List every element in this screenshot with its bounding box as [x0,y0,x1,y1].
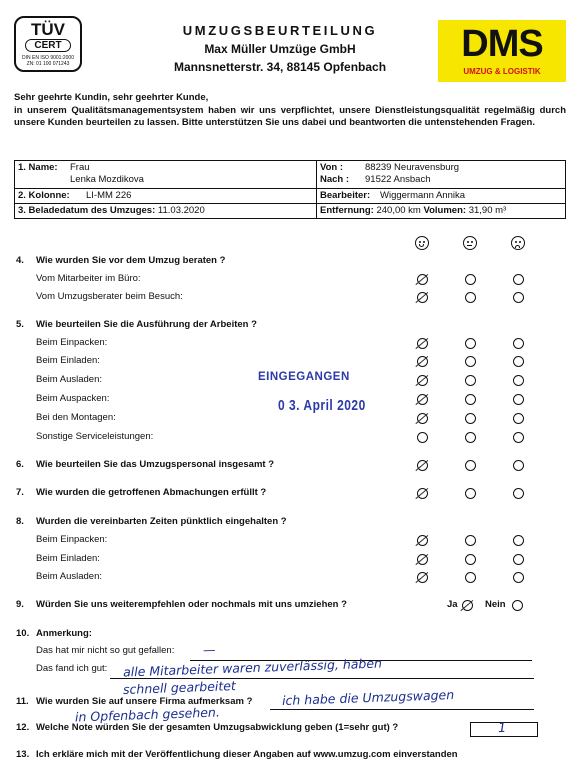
q4-visit: Vom Umzugsberater beim Besuch: [36,291,183,302]
q9-ja-radio[interactable] [462,600,473,611]
q5-service-neutral-radio[interactable] [465,432,476,443]
intro-body: in unserem Qualitätsmanagementsystem haben wir uns verpflichtet, unsere Dienstleistungsqualität regelmäßig durch unsere Kunden beurteilen zu lassen. Bitte unterstützen Sie uns dabei und beantworten die untenstehenden Fragen. [14,104,566,128]
q5-einladen-bad-radio[interactable] [513,356,524,367]
q5-montagen: Bei den Montagen: [36,412,116,423]
question-11: 11. Wie wurden Sie auf unsere Firma aufmerksam ? [16,696,253,707]
q9-ja-label: Ja [447,599,458,610]
q4-visit-good-radio[interactable] [417,292,428,303]
handwritten-bad: — [202,641,216,658]
q8-einladen: Beim Einladen: [36,553,100,564]
question-6: 6. Wie beurteilen Sie das Umzugspersonal insgesamt ? [16,459,275,470]
company-address: Mannsnetterstr. 34, 88145 Opfenbach [173,60,387,74]
received-stamp-title: EINGEGANGEN [258,371,350,383]
route-cell [317,161,566,189]
question-10: 10. Anmerkung: [16,628,92,639]
q10-bad-label: Das hat mir nicht so gut gefallen: [36,645,175,656]
q8-ausladen-good-radio[interactable] [417,572,428,583]
neutral-face-icon [463,236,477,250]
cert-text: CERT [25,39,71,52]
q5-auspacken: Beim Auspacken: [36,393,110,404]
question-4: 4. Wie wurden Sie vor dem Umzug beraten ? [16,255,226,266]
question-13: 13. Ich erkläre mich mit der Veröffentlichung dieser Angaben auf www.umzug.com einverstanden [16,749,458,760]
q4-office-bad-radio[interactable] [513,274,524,285]
handwritten-source-1: ich habe die Umzugswagen [281,687,455,709]
salutation: Sehr geehrte Kundin, sehr geehrter Kunde, [14,92,209,103]
date-label: 3. Beladedatum des Umzuges: [18,205,156,216]
von-label: Von : [320,162,344,173]
q4-office-neutral-radio[interactable] [465,274,476,285]
q8-einladen-good-radio[interactable] [417,554,428,565]
q5-service: Sonstige Serviceleistungen: [36,431,154,442]
q5-einladen-good-radio[interactable] [417,356,428,367]
question-8: 8. Wurden die vereinbarten Zeiten pünktlich eingehalten ? [16,516,287,527]
q5-auspacken-good-radio[interactable] [417,394,428,405]
document-header [130,22,430,76]
q8-einpacken-good-radio[interactable] [417,535,428,546]
q7-good-radio[interactable] [417,488,428,499]
q4-visit-bad-radio[interactable] [513,292,524,303]
distance-value: 240,00 km [376,205,421,216]
question-7: 7. Wie wurden die getroffenen Abmachungen erfüllt ? [16,487,267,498]
q8-einpacken-bad-radio[interactable] [513,535,524,546]
q9-nein-radio[interactable] [512,600,523,611]
q5-service-bad-radio[interactable] [513,432,524,443]
question-5: 5. Wie beurteilen Sie die Ausführung der Arbeiten ? [16,319,257,330]
q5-service-good-radio[interactable] [417,432,428,443]
bearbeiter-cell [317,189,566,204]
q8-ausladen: Beim Ausladen: [36,571,103,582]
q8-einladen-bad-radio[interactable] [513,554,524,565]
customer-name: Lenka Mozdikova [70,174,144,185]
document-title: UMZUGSBEURTEILUNG [182,23,378,38]
tuv-text: TÜV [31,20,65,39]
q7-neutral-radio[interactable] [465,488,476,499]
q5-montagen-bad-radio[interactable] [513,413,524,424]
volume-value: 31,90 m³ [468,205,507,216]
q5-einpacken-bad-radio[interactable] [513,338,524,349]
date-cell [15,204,317,219]
q5-ausladen-bad-radio[interactable] [513,375,524,386]
q8-einpacken: Beim Einpacken: [36,534,108,545]
tuv-cert-logo [14,16,82,72]
q5-montagen-neutral-radio[interactable] [465,413,476,424]
q5-auspacken-bad-radio[interactable] [513,394,524,405]
q9-nein-label: Nein [485,599,506,610]
question-12: 12. Welche Note würden Sie der gesamten Umzugsabwicklung geben (1=sehr gut) ? [16,722,399,733]
q5-ausladen-neutral-radio[interactable] [465,375,476,386]
bearbeiter-label: Bearbeiter: [320,190,371,201]
company-name: Max Müller Umzüge GmbH [204,42,356,56]
dms-mark: DMS [461,23,543,65]
q7-bad-radio[interactable] [513,488,524,499]
handwritten-good-2: schnell gearbeitet [122,678,237,697]
sad-face-icon [511,236,525,250]
handwritten-source-2: in Opfenbach gesehen. [74,704,221,725]
q8-einpacken-neutral-radio[interactable] [465,535,476,546]
q10-good-label: Das fand ich gut: [36,663,108,674]
q5-einpacken-good-radio[interactable] [417,338,428,349]
q5-einpacken-neutral-radio[interactable] [465,338,476,349]
to-location: 91522 Ansbach [365,174,431,185]
name-label: 1. Name: [18,162,58,173]
question-9: 9. Würden Sie uns weiterempfehlen oder nochmals mit uns umziehen ? [16,599,347,610]
source-answer-line [270,709,534,710]
q5-einpacken: Beim Einpacken: [36,337,108,348]
q4-office-good-radio[interactable] [417,274,428,285]
distance-cell [317,204,566,219]
q6-neutral-radio[interactable] [465,460,476,471]
happy-face-icon [415,236,429,250]
kolonne-value: LI-MM 226 [86,190,132,201]
nach-label: Nach : [320,174,350,185]
received-stamp-date: 0 3. April 2020 [278,396,366,414]
kolonne-cell [15,189,317,204]
q5-einladen: Beim Einladen: [36,355,100,366]
dms-logo [438,20,566,82]
q5-auspacken-neutral-radio[interactable] [465,394,476,405]
handwritten-good-1: alle Mitarbeiter waren zuverlässig, haben [122,655,383,680]
dms-subtitle: UMZUG & LOGISTIK [463,67,541,76]
q4-office: Vom Mitarbeiter im Büro: [36,273,141,284]
name-cell [15,161,317,189]
date-value: 11.03.2020 [157,205,205,216]
q4-visit-neutral-radio[interactable] [465,292,476,303]
kolonne-label: 2. Kolonne: [18,190,70,201]
bearbeiter-value: Wiggermann Annika [380,190,466,201]
q5-ausladen: Beim Ausladen: [36,374,103,385]
order-details-table [14,160,566,219]
name-title: Frau [70,162,90,173]
distance-label: Entfernung: [320,205,374,216]
q5-ausladen-good-radio[interactable] [417,375,428,386]
volume-label: Volumen: [423,205,467,216]
q6-bad-radio[interactable] [513,460,524,471]
q6-good-radio[interactable] [417,460,428,471]
intro-text [14,92,566,130]
q8-einladen-neutral-radio[interactable] [465,554,476,565]
from-location: 88239 Neuravensburg [365,162,460,173]
handwritten-grade: 1 [497,720,507,737]
q8-ausladen-bad-radio[interactable] [513,572,524,583]
certificate-number: ZN: 01 100 071243 [26,61,70,67]
iso-standard: DIN EN ISO 9001:2000 [22,55,74,61]
q8-ausladen-neutral-radio[interactable] [465,572,476,583]
q5-einladen-neutral-radio[interactable] [465,356,476,367]
q5-montagen-good-radio[interactable] [417,413,428,424]
good-answer-line [110,678,534,679]
